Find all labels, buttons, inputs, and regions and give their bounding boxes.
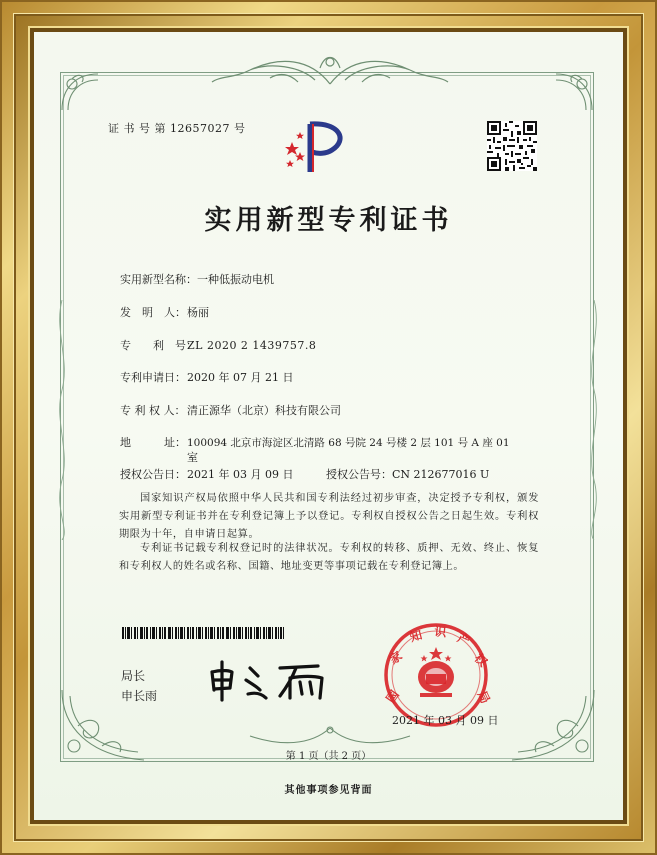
top-ornament xyxy=(210,48,450,90)
svg-text:局: 局 xyxy=(474,688,493,706)
page-number: 第 1 页（共 2 页） xyxy=(285,751,372,762)
field-application-date xyxy=(120,369,293,385)
field-value: 2021 年 03 月 09 日 xyxy=(187,468,294,481)
field-announcement-number xyxy=(326,466,489,482)
field-address xyxy=(120,434,510,450)
field-label: 专 利 号： xyxy=(120,339,197,352)
field-label: 授权公告号： xyxy=(326,468,392,481)
left-edge-ornament xyxy=(54,300,70,540)
field-value: 2020 年 07 月 21 日 xyxy=(187,371,294,384)
field-value: ZL 2020 2 1439757.8 xyxy=(187,339,317,352)
field-address-line2 xyxy=(187,449,198,465)
svg-text:产: 产 xyxy=(455,630,473,649)
svg-text:家: 家 xyxy=(386,648,405,667)
handwritten-signature xyxy=(206,658,332,702)
field-inventor xyxy=(120,304,209,320)
field-label: 授权公告日： xyxy=(120,468,186,481)
certificate-title: 实用新型专利证书 xyxy=(204,205,453,236)
right-edge-ornament xyxy=(586,300,602,540)
patent-office-logo xyxy=(282,116,354,176)
director-title: 局长 xyxy=(121,669,146,683)
svg-text:识: 识 xyxy=(433,624,447,640)
legal-paragraph-1: 国家知识产权局依照中华人民共和国专利法经过初步审查，决定授予专利权，颁发实用新型专利证书并在专利登记簿上予以登记。专利权自授权公告之日起生效。专利权期限为十年，自申请日起算。 xyxy=(119,493,539,540)
field-patent-number xyxy=(120,337,316,353)
legal-paragraph-2: 专利证书记载专利权登记时的法律状况。专利权的转移、质押、无效、终止、恢复和专利权人的姓名或名称、国籍、地址变更等事项记载在专利登记簿上。 xyxy=(119,543,539,572)
certificate-number: 证 书 号 第 12657027 号 xyxy=(108,122,246,135)
field-value: 清正源华（北京）科技有限公司 xyxy=(187,404,341,417)
svg-text:国: 国 xyxy=(383,687,402,706)
footer-note: 其他事项参见背面 xyxy=(284,785,373,796)
field-grant-date xyxy=(120,466,293,482)
director-name: 申长雨 xyxy=(121,689,158,703)
field-patentee xyxy=(120,402,341,418)
corner-ornament-tr xyxy=(552,70,596,114)
field-value: 室 xyxy=(187,451,198,464)
seal-date: 2021 年 03 月 09 日 xyxy=(392,714,499,727)
corner-ornament-tl xyxy=(58,70,102,114)
field-value: CN 212677016 U xyxy=(392,468,490,481)
field-value: 一种低振动电机 xyxy=(197,273,274,286)
svg-text:权: 权 xyxy=(471,650,491,670)
field-utility-model-name xyxy=(120,271,274,287)
qr-code xyxy=(487,121,537,171)
barcode xyxy=(122,627,284,639)
field-label: 地 址： xyxy=(120,436,186,449)
field-label: 发 明 人： xyxy=(120,306,186,319)
field-label: 专 利 权 人： xyxy=(120,404,186,417)
field-value: 100094 北京市海淀区北清路 68 号院 24 号楼 2 层 101 号 A 座 01 xyxy=(187,437,510,449)
field-label: 专利申请日： xyxy=(120,371,186,384)
field-value: 杨丽 xyxy=(187,306,209,319)
field-label: 实用新型名称： xyxy=(120,273,197,286)
svg-text:知: 知 xyxy=(408,627,424,645)
